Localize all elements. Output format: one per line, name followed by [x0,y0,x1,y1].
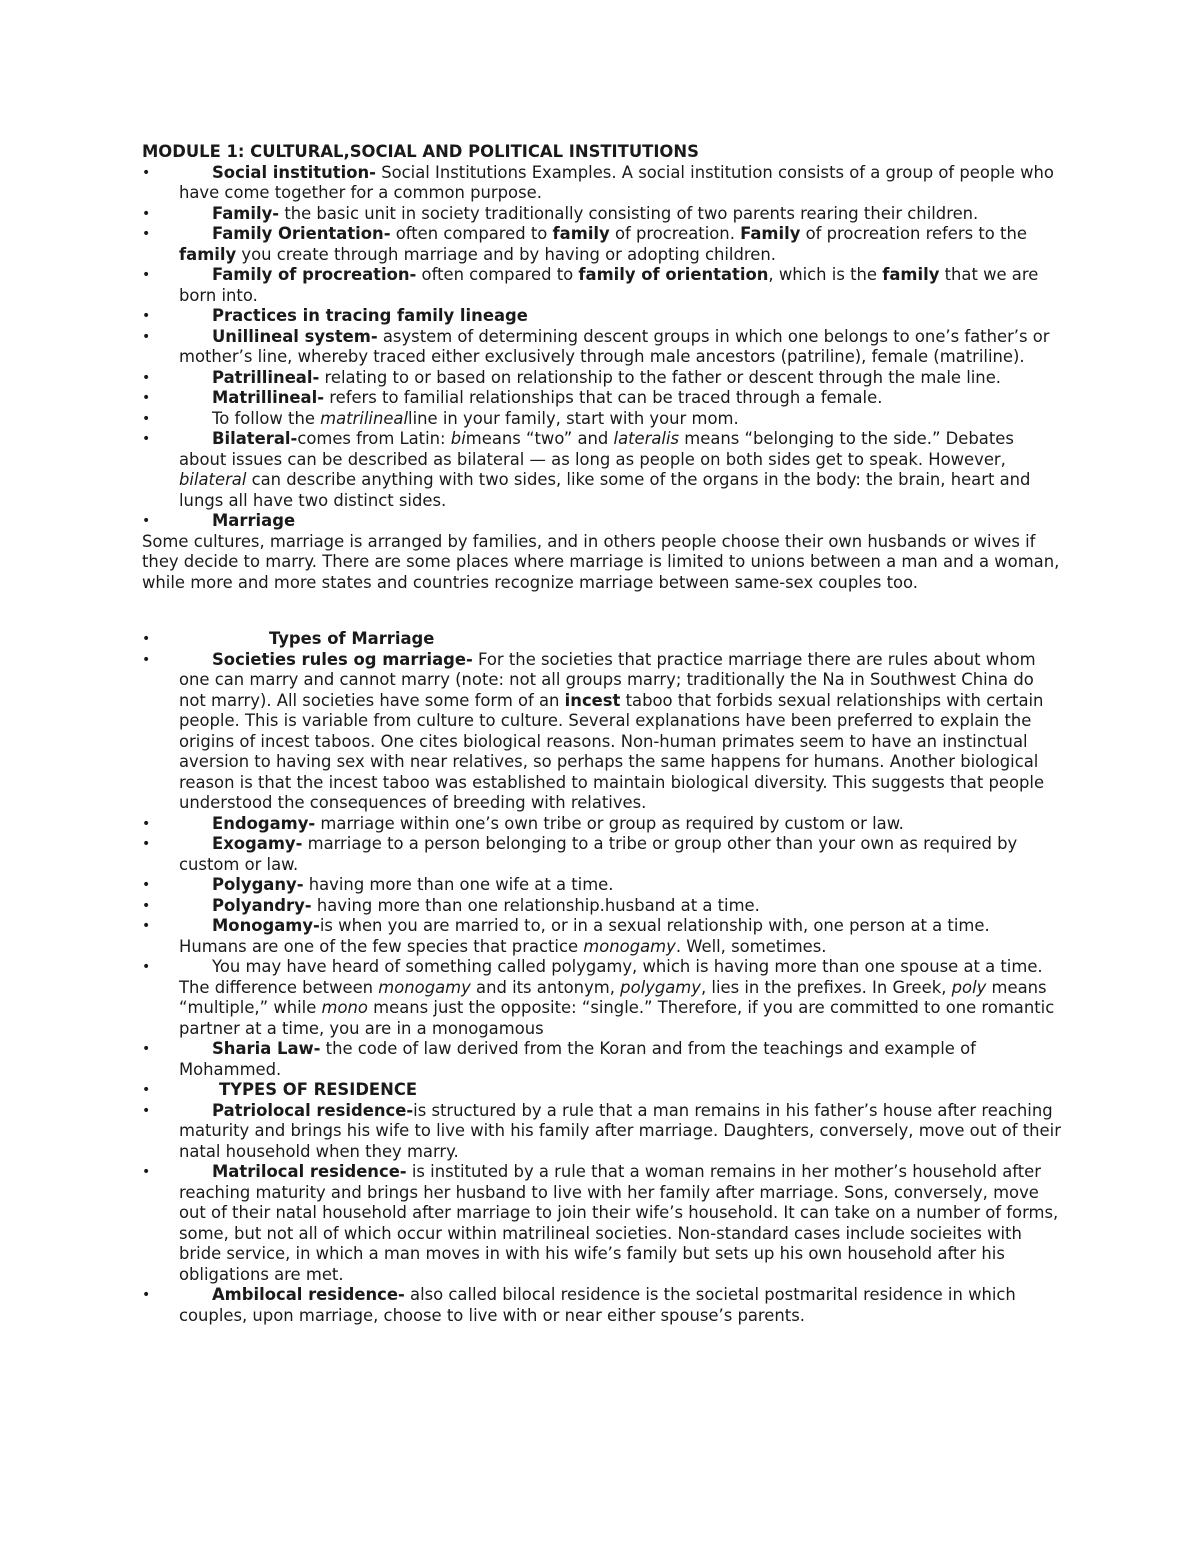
text-run: often compared to [390,224,553,243]
list-item-societies-rules [142,650,1062,814]
bullet: • [142,513,151,529]
text-run: you create through marriage and by having or adopting children. [236,244,776,264]
term: Monogamy- [212,916,320,935]
bold-run: Family [740,224,801,243]
term: Ambilocal residence- [212,1285,405,1304]
text-run: means “two” and [465,429,614,448]
list-item-endogamy [142,814,1062,835]
definition: relating to or based on relationship to the father or descent through the male line. [319,367,1001,387]
term: Family- [212,203,280,223]
marriage-paragraph: Some cultures, marriage is arranged by families, and in others people choose their own husbands or wives if they decide to marry. There are some places where marriage is limited to unions between a man and a woman, while more and more states and countries recognize marriage between same-sex couples too. [142,531,1060,592]
term: Sharia Law- [212,1039,321,1058]
term: Family Orientation- [212,224,391,243]
term: Polygany- [212,875,304,894]
bullet: • [142,1082,151,1098]
list-item-bilateral [142,429,1062,511]
module-title: MODULE 1: CULTURAL,SOCIAL AND POLITICAL INSTITUTIONS [142,142,699,161]
italic-run: poly [951,977,987,997]
term: Patriolocal residence- [212,1100,414,1120]
bullet: • [142,1102,151,1119]
list-item-unillineal [142,327,1062,368]
list-item-polygany [142,875,1062,896]
definition: is instituted by a rule that a woman remains in her mother’s household after reaching maturity and brings her husband to live with her family after marriage. Sons, conversely, move out of their natal household after marriage to join their wife’s household. It can take on a number of forms, some, but not all of which occur within matrilineal societies. Non-standard cases include socieites with bride service, in which a man moves in with his wife’s family but sets up his own household after his obligations are met. [179,1162,1059,1284]
definition: asystem of determining descent groups in which one belongs to one’s father’s or mother’s line, whereby traced either exclusively through male ancestors (patriline), female (matriline). [179,326,1050,366]
bold-run: family of orientation [578,265,769,284]
term: Endogamy- [212,813,316,833]
bullet: • [142,897,151,914]
bullet: • [142,390,151,406]
list-item-types-of-residence [142,1080,1062,1101]
definition: also called bilocal residence is the societal postmarital residence in which couples, upon marriage, choose to live with or near either spouse’s parents. [179,1285,1016,1325]
list-item-exogamy [142,834,1062,875]
bullet: • [142,836,151,852]
text-run: . Well, sometimes. [675,936,827,956]
section-heading: TYPES OF RESIDENCE [219,1080,418,1099]
bullet: • [142,226,151,242]
text-run: means “belonging to the side.” Debates about issues can be described as bilateral — as long as people on both sides get to speak. However, [179,429,1014,469]
list-item-marriage [142,511,1062,532]
term: Bilateral- [212,429,298,448]
list-item-monogamy [142,916,1062,957]
bullet: • [142,815,151,832]
term: Social institution- [212,162,376,182]
document-page [142,142,1062,1326]
list-item-matrillineal [142,388,1062,409]
list-item-family [142,204,1062,225]
bullet: • [142,410,151,427]
bullet: • [142,1287,151,1303]
text-run: often compared to [416,265,579,284]
italic-run: monogamy [378,977,471,997]
text-run: To follow the [212,408,321,428]
bold-run: family [882,265,940,284]
list-item-polygamy-note [142,957,1062,1039]
italic-run: matrilineal [320,408,409,428]
section-heading: Practices in tracing family lineage [212,306,528,325]
list-item-practices [142,306,1062,327]
bold-run: family [179,244,237,264]
italic-run: mono [321,998,368,1017]
text-run: , lies in the prefixes. In Greek, [700,977,952,997]
term: Polyandry- [212,895,312,915]
bullet: • [142,431,151,447]
bullet: • [142,205,151,222]
list-item-sharia [142,1039,1062,1080]
bullet: • [142,651,151,668]
text-run: that we are born into. [179,265,1039,305]
list-item-to-follow [142,409,1062,430]
bold-run: family [552,224,610,243]
bullet: • [142,1164,151,1180]
list-item-ambilocal [142,1285,1062,1326]
bold-run: incest [564,690,621,710]
bullet: • [142,877,151,893]
text-run: comes from Latin: [297,429,451,448]
bullet: • [142,918,151,934]
definition: marriage within one’s own tribe or group as required by custom or law. [315,813,904,833]
bullet: • [142,328,151,345]
section-heading: Marriage [212,511,296,530]
definition: is structured by a rule that a man remains in his father’s house after reaching maturity and brings his wife to live with his family after marriage. Daughters, conversely, move out of their natal household when they marry. [179,1100,1061,1161]
italic-run: polygamy [620,977,701,997]
section-heading: Types of Marriage [269,629,435,648]
bullet: • [142,267,151,283]
bullet: • [142,1041,151,1057]
italic-run: bi [450,429,466,448]
term: Matrilocal residence- [212,1162,407,1181]
term: Family of procreation- [212,265,417,284]
definition: Social Institutions Examples. A social institution consists of a group of people who have come together for a common purpose. [179,162,1054,202]
text-run: can describe anything with two sides, like some of the organs in the body: the brain, heart and lungs all have two distinct sides. [179,470,1031,510]
list-item-family-procreation [142,265,1062,306]
text-run: of procreation. [609,224,741,243]
text-run: , which is the [768,265,883,284]
list-item-polyandry [142,896,1062,917]
italic-run: lateralis [613,429,680,448]
text-run: For the societies that practice marriage there are rules about whom one can marry and cannot marry (note: not all groups marry; traditionally the Na in Southwest China do not marry). All societies have some form of an [179,649,1036,710]
list-item-matrilocal [142,1162,1062,1285]
term: Exogamy- [212,834,303,853]
list-item-patrillineal [142,368,1062,389]
term: Unillineal system- [212,326,378,346]
text-run: line in your family, start with your mom. [408,408,739,428]
bullet: • [142,308,151,324]
bullet: • [142,164,151,181]
definition: refers to familial relationships that can be traced through a female. [324,388,883,407]
bullet: • [142,369,151,386]
italic-run: monogamy [583,936,676,956]
bullet: • [142,959,151,975]
term: Societies rules og marriage- [212,649,473,669]
list-item-types-of-marriage [142,629,1062,650]
definition: the code of law derived from the Koran and from the teachings and example of Mohammed. [179,1039,976,1079]
term: Patrillineal- [212,367,320,387]
text-run: and its antonym, [470,977,621,997]
text-run: of procreation refers to the [800,224,1027,243]
text-run: is when you are married to, or in a sexual relationship with, one person at a time. Humans are one of the few species that practice [179,916,990,956]
text-run: means “multiple,” while [179,977,1047,1017]
text-run: taboo that forbids sexual relationships with certain people. This is variable from culture to culture. Several explanations have been preferred to explain the origins of incest taboos. One cites biological reasons. Non-human primates seem to have an instinctual aversion to having sex with near relatives, so perhaps the same happens for humans. Another biological reason is that the incest taboo was established to maintain biological diversity. This suggests that people understood the consequences of breeding with relatives. [179,690,1045,812]
term: Matrillineal- [212,388,325,407]
bullet: • [142,631,151,647]
list-item-family-orientation [142,224,1062,265]
spacer [142,593,1062,629]
italic-run: bilateral [179,470,247,489]
text-run: You may have heard of something called polygamy, which is having more than one spouse at a time. The difference between [179,957,1043,997]
definition: having more than one wife at a time. [303,875,614,894]
definition: having more than one relationship.husband at a time. [311,895,760,915]
list-item-social-institution [142,163,1062,204]
list-item-patriolocal [142,1101,1062,1163]
definition: marriage to a person belonging to a tribe or group other than your own as required by custom or law. [179,834,1018,874]
text-run: means just the opposite: “single.” Therefore, if you are committed to one romantic partner at a time, you are in a monogamous [179,998,1055,1038]
definition: the basic unit in society traditionally consisting of two parents rearing their children. [279,203,979,223]
